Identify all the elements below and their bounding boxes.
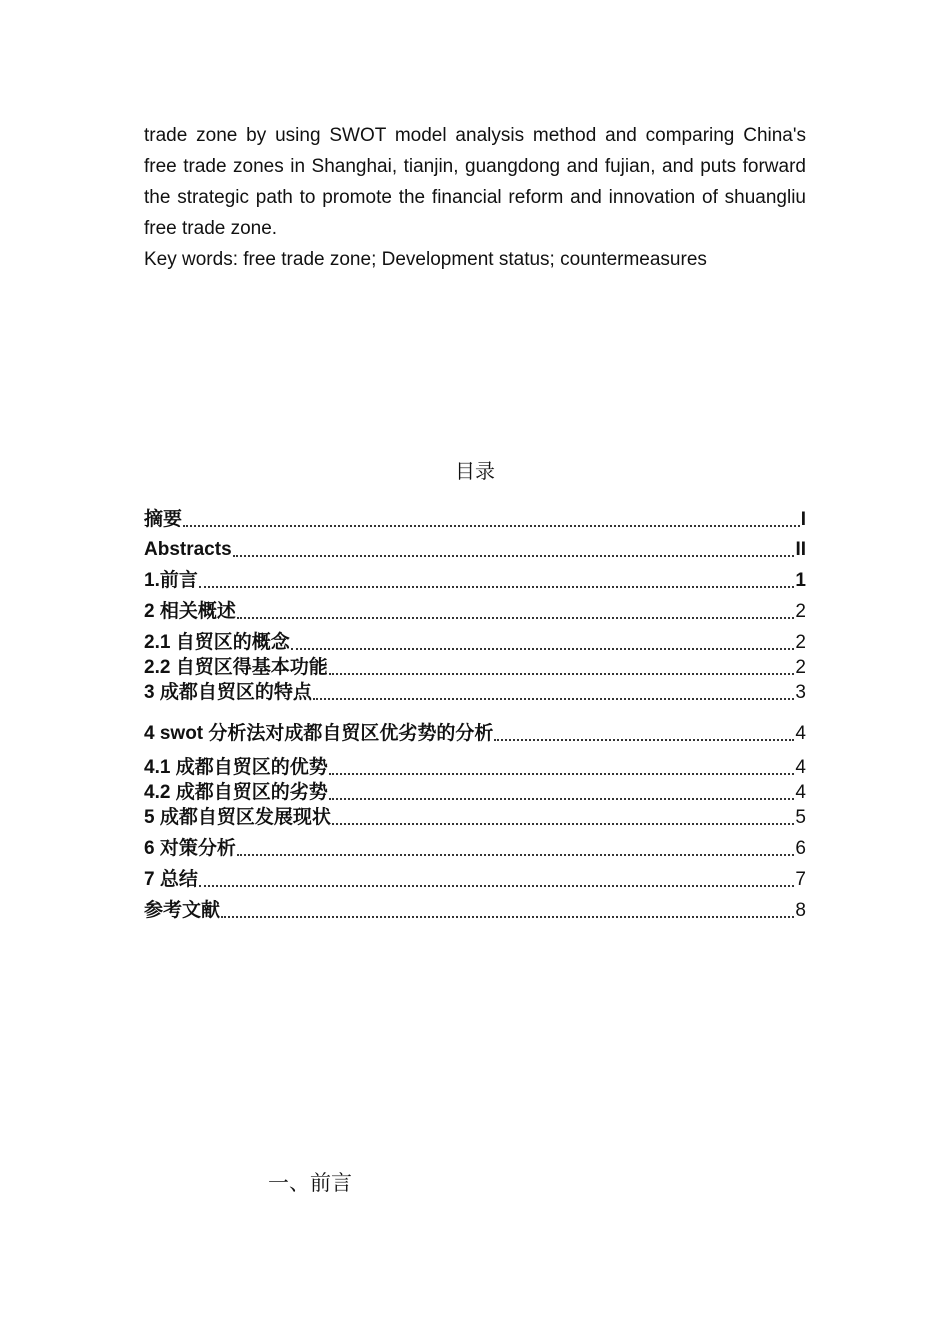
toc-item-label: 摘要 [144,509,183,530]
toc-item-page: 7 [795,869,806,890]
toc-leader-dots [199,881,795,887]
toc-item-overview[interactable] [144,598,806,624]
toc-item-chengdu-features[interactable] [144,679,806,705]
toc-item-label: Abstracts [144,539,232,560]
toc-item-development-status[interactable] [144,804,806,830]
toc-leader-dots [332,819,795,825]
toc-item-label: 1.前言 [144,570,198,591]
toc-item-page: 3 [795,682,806,703]
toc-item-label: 参考文献 [144,900,221,921]
toc-item-page: 2 [795,632,806,653]
toc-item-label: 6 对策分析 [144,838,236,859]
toc-item-label: 3 成都自贸区的特点 [144,682,312,703]
toc-leader-dots [329,769,795,775]
toc-item-weaknesses[interactable] [144,779,806,805]
toc-item-page: II [795,539,806,560]
toc-item-page: 4 [795,757,806,778]
toc-item-abstract-cn[interactable] [144,506,806,532]
toc-leader-dots [237,613,795,619]
toc-item-page: I [800,509,806,530]
toc-item-page: 2 [795,601,806,622]
toc-item-abstracts[interactable] [144,536,806,562]
toc-item-strengths[interactable] [144,754,806,780]
toc-item-label: 4.2 成都自贸区的劣势 [144,782,328,803]
toc-item-label: 5 成都自贸区发展现状 [144,807,331,828]
abstract-paragraph: trade zone by using SWOT model analysis method and comparing China's free trade zones in Shanghai, tianjin, guangdong and fujian, and puts forward the strategic path to promote the financial reform and innovation of shuangliu free trade zone. [144,125,806,239]
toc-item-ftz-functions[interactable] [144,654,806,680]
toc-item-label: 4.1 成都自贸区的优势 [144,757,328,778]
toc-leader-dots [329,794,795,800]
toc-item-countermeasures[interactable] [144,835,806,861]
toc-title: 目录 [455,461,495,483]
toc-item-preface[interactable] [144,567,806,593]
toc-item-page: 2 [795,657,806,678]
toc-item-label: 2 相关概述 [144,601,236,622]
toc-leader-dots [233,551,795,557]
toc-item-page: 4 [795,723,806,744]
toc-leader-dots [183,521,800,527]
toc-leader-dots [329,669,795,675]
toc-leader-dots [494,735,794,741]
toc-leader-dots [313,694,795,700]
toc-item-page: 1 [795,570,806,591]
keywords-line: Key words: free trade zone; Development status; countermeasures [144,249,707,270]
toc-leader-dots [237,850,795,856]
toc-item-page: 4 [795,782,806,803]
toc-item-page: 5 [795,807,806,828]
toc-leader-dots [199,582,795,588]
toc-leader-dots [291,644,795,650]
toc-item-label: 2.1 自贸区的概念 [144,632,290,653]
section-heading-preface: 一、前言 [268,1171,352,1195]
toc-item-label: 4 swot 分析法对成都自贸区优劣势的分析 [144,723,494,744]
toc-item-label: 7 总结 [144,869,198,890]
toc-item-ftz-concept[interactable] [144,629,806,655]
toc-item-swot-analysis[interactable] [144,720,806,746]
toc-item-page: 8 [795,900,806,921]
toc-item-label: 2.2 自贸区得基本功能 [144,657,328,678]
toc-item-references[interactable] [144,897,806,923]
toc-leader-dots [221,912,794,918]
abstract-text [144,120,806,275]
toc-item-page: 6 [795,838,806,859]
toc-item-summary[interactable] [144,866,806,892]
